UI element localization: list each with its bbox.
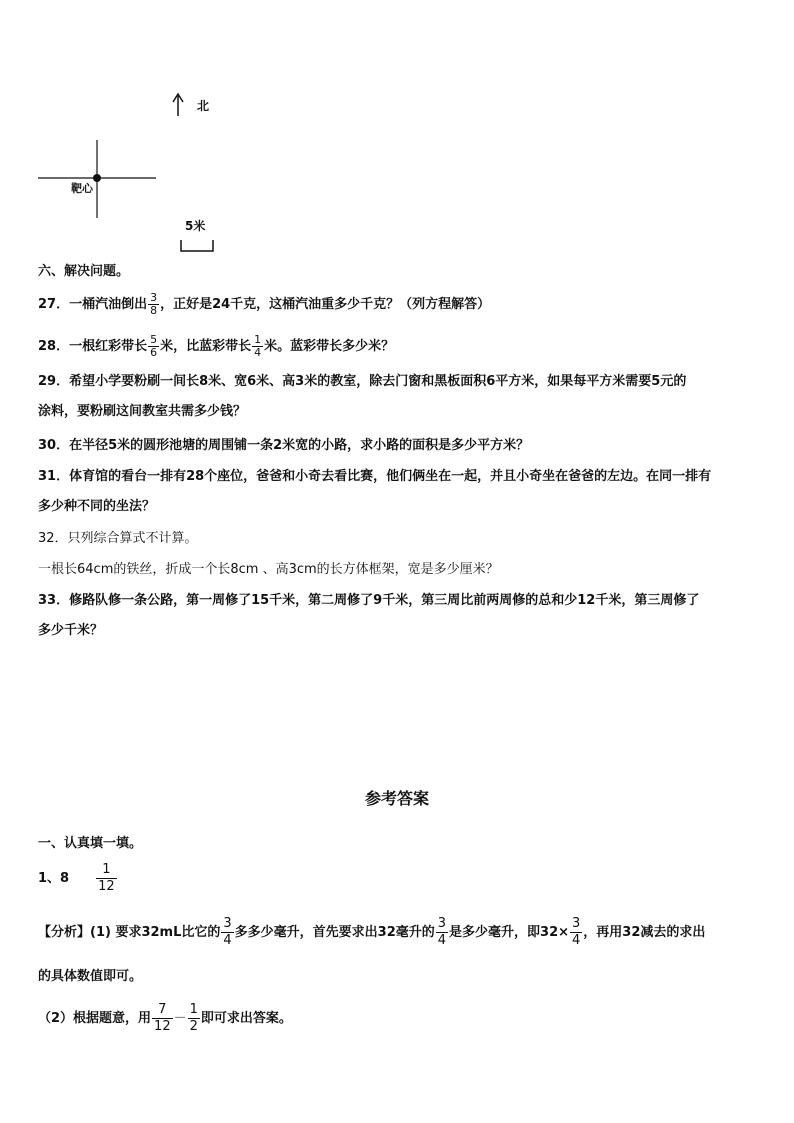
center-dot	[93, 174, 101, 182]
question-30: 30．在半径5米的圆形池塘的周围铺一条2米宽的小路，求小路的面积是多少平方米？	[38, 438, 530, 453]
analysis-frac2-num: 3	[437, 916, 447, 931]
part2-frac2-num: 1	[189, 1002, 198, 1017]
q28-text-c: 米。蓝彩带长多少米？	[264, 339, 395, 354]
q27-frac-den: 8	[150, 304, 158, 317]
q28-fraction-1	[148, 334, 159, 359]
q28-frac1-num: 5	[150, 333, 158, 346]
part2-frac2-den: 2	[189, 1019, 198, 1034]
analysis-frac3-num: 3	[572, 916, 581, 931]
part2-frac1-den: 12	[154, 1019, 171, 1034]
direction-diagram	[30, 88, 230, 258]
part2-fraction-2	[188, 1002, 200, 1035]
q28-fraction-2	[252, 334, 263, 359]
analysis-text-d: ，再用32减去的求出	[583, 925, 706, 940]
question-27	[38, 292, 490, 317]
q27-text-b: ，正好是24千克，这桶汽油重多少千克？（列方程解答）	[160, 297, 491, 312]
part2-text-a: （2）根据题意，用	[38, 1011, 152, 1026]
question-33-line2: 多少千米？	[38, 623, 104, 638]
answer-1-fraction	[96, 862, 117, 895]
scale-bar	[181, 240, 213, 251]
question-33-line1: 33．修路队修一条公路，第一周修了15千米，第二周修了9千米，第三周比前两周修的总和少12千米，第三周修了	[38, 593, 700, 608]
north-label: 北	[197, 99, 210, 113]
q27-fraction	[148, 292, 159, 317]
answers-section1: 一、认真填一填。	[38, 836, 143, 851]
part2-operator: －	[173, 1011, 187, 1026]
answer-1	[38, 862, 118, 895]
analysis-frac1-den: 4	[223, 933, 232, 948]
q27-frac-num: 3	[150, 291, 158, 304]
scale-label: 5米	[185, 219, 206, 233]
question-28	[38, 334, 394, 359]
analysis-frac2-den: 4	[437, 933, 447, 948]
part2-fraction-1	[152, 1002, 173, 1035]
analysis-line2: 的具体数值即可。	[38, 969, 143, 984]
part2-line	[38, 1002, 292, 1035]
q28-text-b: 米，比蓝彩带长	[160, 339, 252, 354]
q28-frac2-den: 4	[254, 346, 262, 359]
q28-text-a: 28．一根红彩带长	[38, 339, 148, 354]
center-label: 靶心	[71, 182, 93, 195]
question-31-line1: 31．体育馆的看台一排有28个座位，爸爸和小奇去看比赛，他们俩坐在一起，并且小奇坐在爸爸的左边。在同一排有	[38, 469, 712, 484]
analysis-fraction-1	[221, 916, 233, 949]
question-29-line1: 29．希望小学要粉刷一间长8米、宽6米、高3米的教室，除去门窗和黑板面积6平方米，如果每平方米需要5元的	[38, 374, 687, 389]
analysis-line1	[38, 916, 705, 949]
analysis-text-c: 是多少毫升，即32×	[449, 925, 570, 940]
answer-1-frac-den: 12	[98, 879, 115, 894]
analysis-text-b: 多多少毫升，首先要求出32毫升的	[234, 925, 435, 940]
q28-frac2-num: 1	[254, 333, 262, 346]
part2-text-b: 即可求出答案。	[200, 1011, 292, 1026]
q28-frac1-den: 6	[150, 346, 158, 359]
part2-frac1-num: 7	[152, 1002, 173, 1019]
question-29-line2: 涂料，要粉刷这间教室共需多少钱？	[38, 404, 247, 419]
analysis-fraction-2	[436, 916, 448, 949]
answers-title: 参考答案	[364, 789, 429, 808]
analysis-fraction-3	[570, 916, 582, 949]
q27-text-a: 27．一桶汽油倒出	[38, 297, 148, 312]
section6-title: 六、解决问题。	[38, 264, 130, 279]
analysis-text-a: 【分析】(1) 要求32mL比它的	[38, 925, 221, 940]
question-32-line1: 32．只列综合算式不计算。	[38, 531, 198, 546]
question-31-line2: 多少种不同的坐法？	[38, 499, 156, 514]
analysis-frac1-num: 3	[223, 916, 232, 931]
answer-1-frac-num: 1	[96, 862, 117, 879]
question-32-line2: 一根长64cm的铁丝，折成一个长8cm 、高3cm的长方体框架，宽是多少厘米？	[38, 562, 499, 577]
answer-1-prefix: 1、8	[38, 871, 70, 886]
analysis-frac3-den: 4	[572, 933, 581, 948]
